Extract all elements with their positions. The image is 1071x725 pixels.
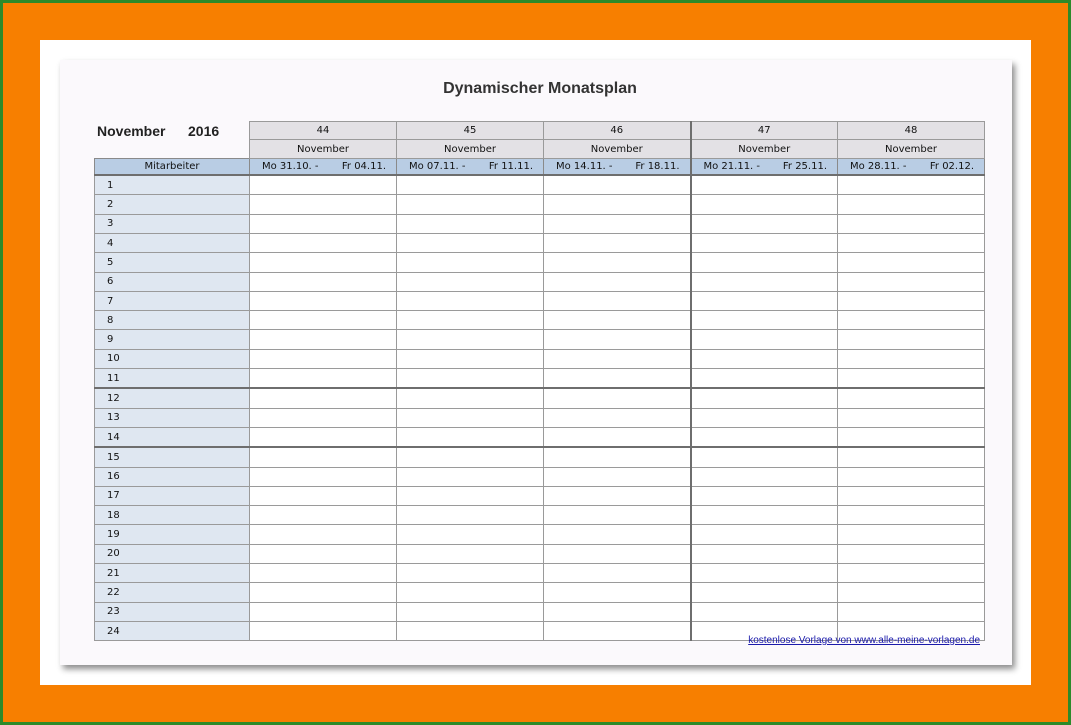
table-row — [95, 233, 985, 252]
schedule-cell[interactable] — [544, 564, 691, 583]
schedule-cell[interactable] — [691, 175, 838, 195]
week-end: Fr 18.11. — [635, 161, 680, 173]
week-month: November — [397, 140, 544, 159]
employee-number: 12 — [95, 388, 250, 408]
schedule-cell[interactable] — [250, 583, 397, 602]
schedule-cell[interactable] — [397, 544, 544, 563]
table-row — [95, 253, 985, 272]
schedule-cell[interactable] — [250, 214, 397, 233]
schedule-cell[interactable] — [250, 175, 397, 195]
table-row — [95, 195, 985, 214]
schedule-cell[interactable] — [250, 195, 397, 214]
schedule-cell[interactable] — [691, 544, 838, 563]
schedule-cell[interactable] — [691, 272, 838, 291]
schedule-cell[interactable] — [691, 349, 838, 368]
schedule-cell[interactable] — [397, 388, 544, 408]
table-row — [95, 467, 985, 486]
schedule-cell[interactable] — [544, 369, 691, 389]
week-start: Mo 14.11. - — [556, 161, 613, 173]
schedule-cell[interactable] — [544, 388, 691, 408]
schedule-cell[interactable] — [838, 214, 985, 233]
schedule-cell[interactable] — [544, 544, 691, 563]
schedule-cell[interactable] — [691, 233, 838, 252]
schedule-cell[interactable] — [544, 175, 691, 195]
schedule-cell[interactable] — [838, 330, 985, 349]
schedule-cell[interactable] — [544, 233, 691, 252]
schedule-cell[interactable] — [691, 214, 838, 233]
schedule-cell[interactable] — [250, 447, 397, 467]
schedule-cell[interactable] — [397, 233, 544, 252]
schedule-cell[interactable] — [691, 467, 838, 486]
schedule-cell[interactable] — [691, 291, 838, 310]
employee-number: 2 — [95, 195, 250, 214]
schedule-cell[interactable] — [544, 272, 691, 291]
schedule-cell[interactable] — [544, 621, 691, 640]
table-row — [95, 602, 985, 621]
week-month: November — [250, 140, 397, 159]
table-row — [95, 506, 985, 525]
schedule-cell[interactable] — [544, 506, 691, 525]
schedule-cell[interactable] — [691, 311, 838, 330]
schedule-cell[interactable] — [544, 486, 691, 505]
schedule-cell[interactable] — [544, 447, 691, 467]
schedule-cell[interactable] — [544, 467, 691, 486]
schedule-cell[interactable] — [250, 467, 397, 486]
table-row — [95, 525, 985, 544]
employee-number: 4 — [95, 233, 250, 252]
page-title: Dynamischer Monatsplan — [443, 80, 637, 97]
schedule-cell[interactable] — [397, 486, 544, 505]
table-row — [95, 369, 985, 389]
schedule-cell[interactable] — [250, 349, 397, 368]
schedule-cell[interactable] — [838, 272, 985, 291]
schedule-cell[interactable] — [397, 621, 544, 640]
schedule-cell[interactable] — [397, 467, 544, 486]
schedule-cell[interactable] — [397, 369, 544, 389]
schedule-cell[interactable] — [691, 388, 838, 408]
week-start: Mo 28.11. - — [850, 161, 907, 173]
schedule-cell[interactable] — [691, 583, 838, 602]
table-row — [95, 311, 985, 330]
schedule-cell[interactable] — [250, 621, 397, 640]
schedule-cell[interactable] — [544, 291, 691, 310]
schedule-cell[interactable] — [250, 330, 397, 349]
footer-link[interactable]: kostenlose Vorlage von www.alle-meine-vorlagen.de — [748, 635, 980, 646]
schedule-cell[interactable] — [397, 349, 544, 368]
employee-number: 1 — [95, 175, 250, 195]
schedule-cell[interactable] — [838, 583, 985, 602]
schedule-cell[interactable] — [838, 175, 985, 195]
schedule-cell[interactable] — [250, 388, 397, 408]
schedule-cell[interactable] — [397, 602, 544, 621]
schedule-cell[interactable] — [838, 311, 985, 330]
schedule-cell[interactable] — [397, 447, 544, 467]
week-range — [838, 159, 985, 176]
schedule-cell[interactable] — [544, 330, 691, 349]
employee-number: 3 — [95, 214, 250, 233]
schedule-cell[interactable] — [544, 214, 691, 233]
schedule-cell[interactable] — [250, 369, 397, 389]
schedule-cell[interactable] — [397, 253, 544, 272]
schedule-cell[interactable] — [691, 253, 838, 272]
employee-number: 13 — [95, 408, 250, 427]
schedule-cell[interactable] — [838, 544, 985, 563]
week-number-row — [95, 122, 985, 140]
schedule-cell[interactable] — [691, 369, 838, 389]
schedule-cell[interactable] — [838, 408, 985, 427]
schedule-cell[interactable] — [544, 195, 691, 214]
schedule-cell[interactable] — [250, 544, 397, 563]
employee-number: 6 — [95, 272, 250, 291]
employee-number: 16 — [95, 467, 250, 486]
week-end: Fr 04.11. — [341, 161, 386, 173]
schedule-cell[interactable] — [544, 408, 691, 427]
schedule-cell[interactable] — [544, 602, 691, 621]
schedule-cell[interactable] — [691, 408, 838, 427]
employee-number: 5 — [95, 253, 250, 272]
week-start: Mo 21.11. - — [703, 161, 761, 173]
schedule-cell[interactable] — [838, 506, 985, 525]
schedule-cell[interactable] — [397, 525, 544, 544]
week-start: Mo 07.11. - — [409, 161, 466, 173]
table-row — [95, 427, 985, 447]
week-range — [691, 159, 838, 176]
schedule-cell[interactable] — [691, 427, 838, 447]
schedule-cell[interactable] — [544, 525, 691, 544]
week-end: Fr 02.12. — [929, 161, 974, 173]
table-row — [95, 447, 985, 467]
schedule-cell[interactable] — [838, 467, 985, 486]
year-label: 2016 — [188, 123, 220, 139]
schedule-cell[interactable] — [544, 583, 691, 602]
table-row — [95, 214, 985, 233]
schedule-cell[interactable] — [397, 291, 544, 310]
schedule-cell[interactable] — [250, 602, 397, 621]
employee-number: 22 — [95, 583, 250, 602]
schedule-cell[interactable] — [250, 233, 397, 252]
schedule-cell[interactable] — [250, 408, 397, 427]
schedule-cell[interactable] — [544, 349, 691, 368]
employee-number: 15 — [95, 447, 250, 467]
table-row — [95, 564, 985, 583]
employee-number: 19 — [95, 525, 250, 544]
schedule-cell[interactable] — [838, 291, 985, 310]
employee-number: 24 — [95, 621, 250, 640]
employee-number: 18 — [95, 506, 250, 525]
schedule-cell[interactable] — [397, 427, 544, 447]
week-month: November — [691, 140, 838, 159]
schedule-cell[interactable] — [838, 233, 985, 252]
schedule-cell[interactable] — [691, 564, 838, 583]
schedule-cell[interactable] — [838, 525, 985, 544]
schedule-cell[interactable] — [691, 525, 838, 544]
week-range — [544, 159, 691, 176]
table-row — [95, 388, 985, 408]
week-number: 46 — [544, 122, 691, 140]
employee-number: 14 — [95, 427, 250, 447]
schedule-cell[interactable] — [544, 427, 691, 447]
schedule-cell[interactable] — [397, 175, 544, 195]
employee-number: 20 — [95, 544, 250, 563]
employee-number: 9 — [95, 330, 250, 349]
employee-number: 7 — [95, 291, 250, 310]
month-label: November — [97, 123, 166, 139]
schedule-cell[interactable] — [250, 525, 397, 544]
schedule-cell[interactable] — [691, 447, 838, 467]
schedule-cell[interactable] — [250, 291, 397, 310]
schedule-cell[interactable] — [397, 408, 544, 427]
schedule-cell[interactable] — [691, 195, 838, 214]
schedule-cell[interactable] — [838, 486, 985, 505]
table-row — [95, 583, 985, 602]
week-number: 44 — [250, 122, 397, 140]
table-row — [95, 544, 985, 563]
schedule-cell[interactable] — [838, 427, 985, 447]
schedule-cell[interactable] — [397, 214, 544, 233]
table-row — [95, 272, 985, 291]
schedule-cell[interactable] — [544, 253, 691, 272]
employee-number: 8 — [95, 311, 250, 330]
week-range-row — [95, 159, 985, 176]
schedule-cell[interactable] — [250, 253, 397, 272]
schedule-cell[interactable] — [838, 388, 985, 408]
employee-header: Mitarbeiter — [95, 159, 250, 176]
schedule-cell[interactable] — [838, 564, 985, 583]
week-number: 47 — [691, 122, 838, 140]
week-range — [397, 159, 544, 176]
blank-cell — [95, 140, 250, 159]
table-row — [95, 408, 985, 427]
schedule-cell[interactable] — [838, 369, 985, 389]
table-row — [95, 291, 985, 310]
table-row — [95, 175, 985, 195]
employee-number: 11 — [95, 369, 250, 389]
employee-number: 10 — [95, 349, 250, 368]
schedule-cell[interactable] — [691, 486, 838, 505]
schedule-cell[interactable] — [397, 330, 544, 349]
table-row — [95, 349, 985, 368]
schedule-cell[interactable] — [250, 564, 397, 583]
schedule-cell[interactable] — [838, 195, 985, 214]
schedule-cell[interactable] — [397, 506, 544, 525]
week-month: November — [838, 140, 985, 159]
week-range — [250, 159, 397, 176]
week-end: Fr 25.11. — [782, 161, 827, 173]
week-start: Mo 31.10. - — [262, 161, 319, 173]
schedule-cell[interactable] — [691, 330, 838, 349]
schedule-cell[interactable] — [250, 427, 397, 447]
table-row — [95, 486, 985, 505]
schedule-cell[interactable] — [691, 506, 838, 525]
schedule-cell[interactable] — [250, 486, 397, 505]
schedule-cell[interactable] — [397, 583, 544, 602]
schedule-table — [94, 121, 985, 641]
week-month-row — [95, 140, 985, 159]
schedule-cell[interactable] — [838, 602, 985, 621]
schedule-cell[interactable] — [838, 349, 985, 368]
employee-number: 21 — [95, 564, 250, 583]
schedule-cell[interactable] — [691, 602, 838, 621]
week-month: November — [544, 140, 691, 159]
week-number: 48 — [838, 122, 985, 140]
schedule-cell[interactable] — [838, 447, 985, 467]
schedule-cell[interactable] — [250, 272, 397, 291]
schedule-cell[interactable] — [250, 506, 397, 525]
schedule-cell[interactable] — [544, 311, 691, 330]
week-end: Fr 11.11. — [488, 161, 533, 173]
week-number: 45 — [397, 122, 544, 140]
table-row — [95, 330, 985, 349]
schedule-cell[interactable] — [397, 195, 544, 214]
schedule-cell[interactable] — [397, 564, 544, 583]
schedule-cell[interactable] — [397, 272, 544, 291]
employee-number: 17 — [95, 486, 250, 505]
employee-number: 23 — [95, 602, 250, 621]
blank-cell — [95, 122, 250, 140]
schedule-cell[interactable] — [838, 253, 985, 272]
schedule-cell[interactable] — [250, 311, 397, 330]
sheet — [60, 60, 1012, 665]
schedule-cell[interactable] — [397, 311, 544, 330]
